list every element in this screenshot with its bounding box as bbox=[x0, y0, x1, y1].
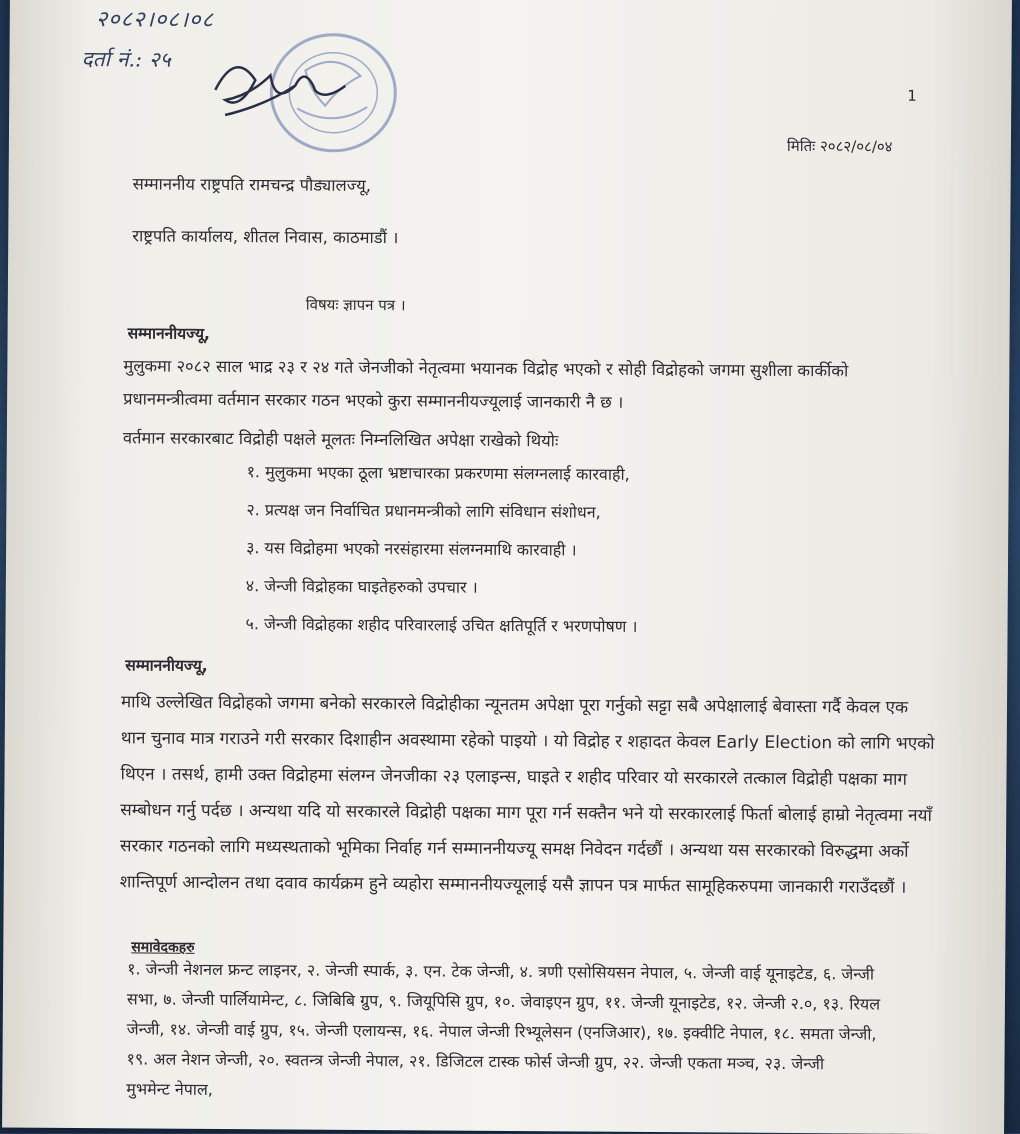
official-seal-stamp-icon bbox=[205, 30, 406, 161]
paragraph-line: सम्बोधन गर्नु पर्दछ । अन्यथा यदि यो सरकारले विद्रोही पक्षका माग पूरा गर्न सक्तैन भने यो सरकारलाई फिर्ता बोलाई हाम्रो नेतृत्वमा नयाँ bbox=[120, 800, 932, 826]
subject-line: विषयः ज्ञापन पत्र । bbox=[305, 295, 406, 315]
signatories-line: १. जेन्जी नेशनल फ्रन्ट लाइनर, २. जेन्जी स्पार्क, ३. एन. टेक जेन्जी, ४. त्रणी एसोसियसन नेपाल, ५. जेन्जी वाई यूनाइटेड, ६. जेन्जी bbox=[127, 959, 875, 984]
paragraph-line: थान चुनाव मात्र गराउने गरी सरकार दिशाहीन अवस्थामा रहेको पाइयो । यो विद्रोह र शहादत केवल Early Election को लागि भएको bbox=[120, 728, 935, 754]
intro-line: वर्तमान सरकारबाट विद्रोही पक्षले मूलतः निम्नलिखित अपेक्षा राखेको थियोः bbox=[122, 428, 559, 451]
page-number: 1 bbox=[907, 86, 917, 105]
salutation: सम्माननीयज्यू, bbox=[125, 656, 208, 675]
paragraph-line: माथि उल्लेखित विद्रोहको जगमा बनेको सरकारले विद्रोहीका न्यूनतम अपेक्षा पूरा गर्नुको सट्टा सबै अपेक्षालाई बेवास्ता गर्दै केवल एक bbox=[120, 692, 909, 718]
signature bbox=[215, 67, 345, 116]
paragraph-line: शान्तिपूर्ण आन्दोलन तथा दवाव कार्यक्रम हुने व्यहोरा सम्माननीयज्यूलाई यसै ज्ञापन पत्र मार्फत सामूहिकरुपमा जानकारी गराउँदछौं । bbox=[119, 872, 907, 898]
salutation: सम्माननीयज्यू, bbox=[127, 324, 211, 343]
intro-line: मुलुकमा २०८२ साल भाद्र २३ र २४ गते जेनजीको नेतृत्वमा भयानक विद्रोह भएको र सोही विद्रोहको जगमा सुशीला कार्कीको bbox=[123, 356, 849, 381]
intro-line: प्रधानमन्त्रीत्वमा वर्तमान सरकार गठन भएको कुरा सम्माननीयज्यूलाई जानकारी नै छ । bbox=[123, 389, 624, 412]
paragraph-line: सरकार गठनको लागि मध्यस्थताको भूमिका निर्वाह गर्न सम्माननीयज्यू समक्ष निवेदन गर्दछौं । अन्यथा यस सरकारको विरुद्धमा अर्को bbox=[119, 836, 909, 862]
handwritten-date: २०८२।०८।०८ bbox=[95, 7, 215, 33]
demand-item: ४. जेन्जी विद्रोहका घाइतेहरुको उपचार । bbox=[245, 576, 478, 597]
letter-page bbox=[2, 0, 1012, 1134]
signatories-line: सभा, ७. जेन्जी पार्लियामेन्ट, ८. जिबिबि ग्रुप, ९. जियूपिसि ग्रुप, १०. जेवाइएन ग्रुप, ११. जेन्जी यूनाइटेड, १२. जेन्जी २.०, १३. रियल bbox=[126, 989, 881, 1014]
demand-item: १. मुलुकमा भएका ठूला भ्रष्टाचारका प्रकरणमा संलग्नलाई कारवाही, bbox=[246, 462, 630, 484]
paragraph-line: थिएन । तसर्थ, हामी उक्त विद्रोहमा संलग्न जेनजीका २३ एलाइन्स, घाइते र शहीद परिवार यो सरकारले तत्काल विद्रोही पक्षका माग bbox=[120, 764, 908, 790]
signatories-line: जेन्जी, १४. जेन्जी वाई ग्रुप, १५. जेन्जी एलायन्स, १६. नेपाल जेन्जी रिभ्यूलेसन (एनजिआर), १७. इक्वीटि नेपाल, १८. समता जेन्जी, bbox=[126, 1019, 877, 1044]
demand-item: २. प्रत्यक्ष जन निर्वाचित प्रधानमन्त्रीको लागि संविधान संशोधन, bbox=[246, 500, 601, 522]
demand-item: ३. यस विद्रोहमा भएको नरसंहारमा संलग्नमाथि कारवाही । bbox=[246, 538, 577, 560]
signatories-heading: समावेदकहरु bbox=[131, 939, 195, 956]
addressee-name: सम्माननीय राष्ट्रपति रामचन्द्र पौड्यालज्यू, bbox=[132, 174, 372, 196]
signatories-line: १९. अल नेशन जेन्जी, २०. स्वतन्त्र जेन्जी नेपाल, २१. डिजिटल टास्क फोर्स जेन्जी ग्रुप, २२. जेन्जी एकता मञ्च, २३. जेन्जी bbox=[126, 1049, 825, 1074]
signatories-line: मुभमेन्ट नेपाल, bbox=[126, 1079, 213, 1099]
letter-date: मितिः २०८२/०८/०४ bbox=[786, 136, 893, 156]
demand-item: ५. जेन्जी विद्रोहका शहीद परिवारलाई उचित क्षतिपूर्ति र भरणपोषण । bbox=[245, 614, 638, 636]
handwritten-registration-number: दर्ता नं.: २५ bbox=[81, 47, 171, 72]
addressee-office: राष्ट्रपति कार्यालय, शीतल निवास, काठमाडौं । bbox=[132, 226, 399, 248]
